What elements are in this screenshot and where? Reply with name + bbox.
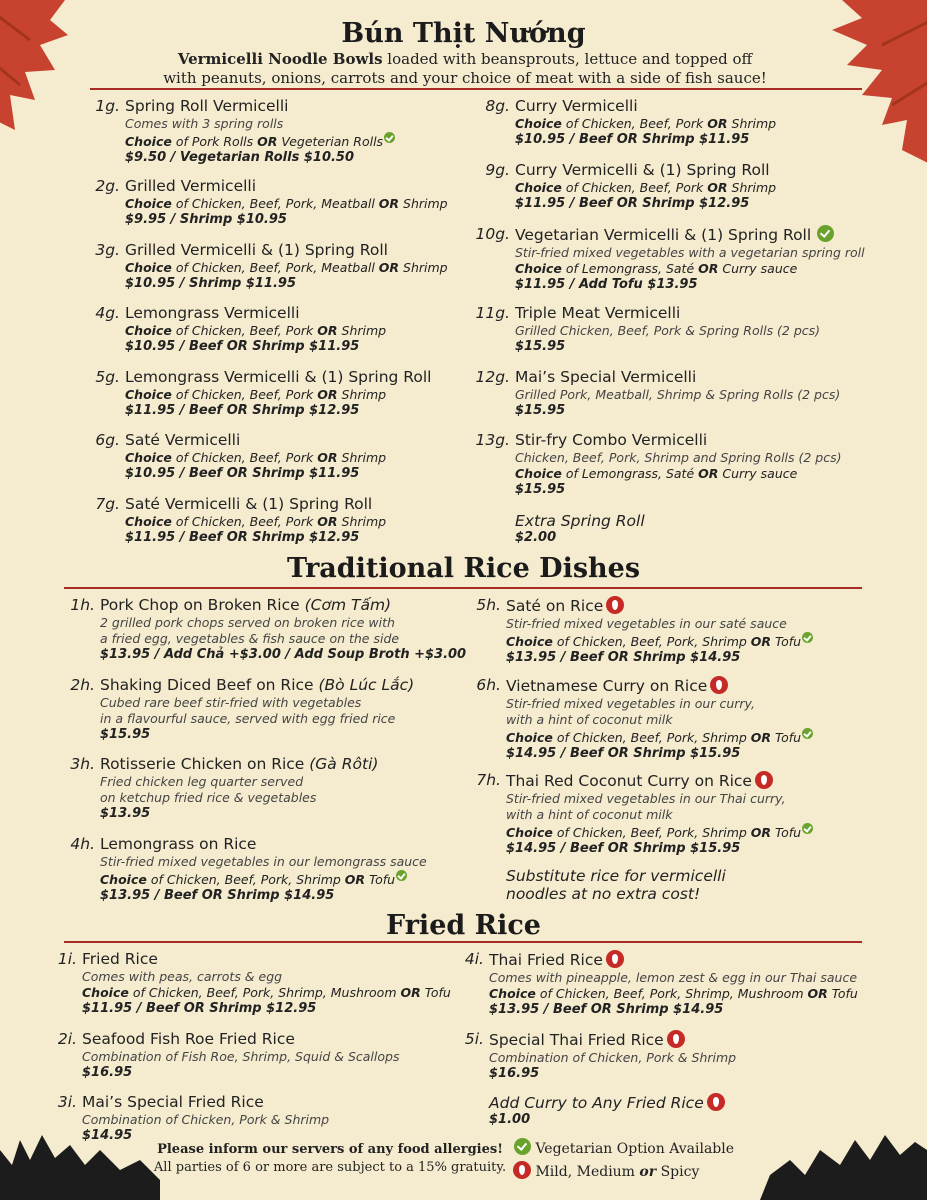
spicy-icon [606,596,624,614]
menu-item: 3g. Grilled Vermicelli & (1) Spring Roll Choice of Chicken, Beef, Pork, Meatball OR Shrimp $10.95 / Shrimp $11.95 [95,241,448,291]
spicy-icon [606,950,624,968]
section-title-vermicelli: Bún Thịt Nướng [341,18,586,49]
section-title-fried-rice: Fried Rice [386,910,541,941]
menu-item: 11g. Triple Meat Vermicelli Grilled Chicken, Beef, Pork & Spring Rolls (2 pcs) $15.95 [475,304,821,354]
spicy-icon [707,1093,725,1111]
menu-item: 1i. Fried Rice Comes with peas, carrots & egg Choice of Chicken, Beef, Pork, Shrimp, Mushroom OR Tofu $11.95 / Beef OR Shrimp $12.95 [57,950,451,1016]
menu-item: 3i. Mai’s Special Fried Rice Combination of Chicken, Pork & Shrimp $14.95 [57,1093,330,1143]
menu-item: 6g. Saté Vermicelli Choice of Chicken, Beef, Pork OR Shrimp $10.95 / Beef OR Shrimp $11.95 [95,431,387,481]
menu-item: 4g. Lemongrass Vermicelli Choice of Chicken, Beef, Pork OR Shrimp $10.95 / Beef OR Shrimp $11.95 [95,304,387,354]
menu-item: 8g. Curry Vermicelli Choice of Chicken, Beef, Pork OR Shrimp $10.95 / Beef OR Shrimp $11.95 [485,97,777,147]
menu-item: 7h. Thai Red Coconut Curry on Rice Stir-fried mixed vegetables in our Thai curry, with a hint of coconut milk Choice of Chicken, Beef, Pork, Shrimp OR Tofu $14.95 / Beef OR Shrimp $15.95 [506,771,813,857]
menu-item: 2g. Grilled Vermicelli Choice of Chicken, Beef, Pork, Meatball OR Shrimp $9.95 / Shrimp $10.95 [95,177,448,227]
vegetarian-icon [396,870,407,881]
vegetarian-icon [817,225,834,242]
menu-item: 4i. Thai Fried Rice Comes with pineapple, lemon zest & egg in our Thai sauce Choice of Chicken, Beef, Pork, Shrimp, Mushroom OR Tofu $13.95 / Beef OR Shrimp $14.95 [464,950,858,1017]
menu-item: 1g. Spring Roll Vermicelli Comes with 3 spring rolls Choice of Pork Rolls OR Vegeterian Rolls $9.50 / Vegetarian Rolls $10.50 [125,97,395,166]
section-divider [64,941,862,943]
section-title-rice: Traditional Rice Dishes [286,553,641,584]
menu-item: 2i. Seafood Fish Roe Fried Rice Combination of Fish Roe, Shrimp, Squid & Scallops $16.95 [57,1030,400,1080]
menu-item: 12g. Mai’s Special Vermicelli Grilled Pork, Meatball, Shrimp & Spring Rolls (2 pcs) $15.95 [475,368,841,418]
menu-item: 7g. Saté Vermicelli & (1) Spring Roll Choice of Chicken, Beef, Pork OR Shrimp $11.95 / Beef OR Shrimp $12.95 [95,495,387,545]
legend-spicy: Mild, Medium or Spicy [513,1161,699,1180]
menu-item: 5g. Lemongrass Vermicelli & (1) Spring Roll Choice of Chicken, Beef, Pork OR Shrimp $11.95 / Beef OR Shrimp $12.95 [95,368,432,418]
menu-item: 5h. Saté on Rice Stir-fried mixed vegetables in our saté sauce Choice of Chicken, Beef, Pork, Shrimp OR Tofu $13.95 / Beef OR Shrimp $14.95 [506,596,813,666]
menu-item: 13g. Stir-fry Combo Vermicelli Chicken, Beef, Pork, Shrimp and Spring Rolls (2 pcs) Choice of Lemongrass, Saté OR Curry sauce $15.95 [475,431,842,497]
menu-item: 2h. Shaking Diced Beef on Rice (Bò Lúc Lắc) Cubed rare beef stir-fried with vegetables in a flavourful sauce, served with egg fried rice $15.95 [70,676,415,742]
extra-item: Add Curry to Any Fried Rice $1.00 [489,1093,725,1128]
section-divider [90,88,862,90]
vegetarian-icon [802,823,813,834]
menu-item: 4h. Lemongrass on Rice Stir-fried mixed vegetables in our lemongrass sauce Choice of Chicken, Beef, Pork, Shrimp OR Tofu $13.95 / Beef OR Shrimp $14.95 [70,835,427,903]
spicy-icon [513,1161,531,1179]
vegetarian-icon [384,132,395,143]
substitute-note: Substitute rice for vermicelli noodles at no extra cost! [506,867,726,903]
vegetarian-icon [802,632,813,643]
spicy-icon [710,676,728,694]
menu-item: 3h. Rotisserie Chicken on Rice (Gà Rôti) Fried chicken leg quarter served on ketchup fried rice & vegetables $13.95 [70,755,379,821]
menu-item: 1h. Pork Chop on Broken Rice (Cơm Tấm) 2 grilled pork chops served on broken rice with a fried egg, vegetables & fish sauce on the side $13.95 / Add Chả +$3.00 / Add Soup Broth +$3.00 [70,596,467,662]
spicy-icon [755,771,773,789]
vegetarian-icon [514,1138,531,1155]
menu-item: 10g. Vegetarian Vermicelli & (1) Spring Roll Stir-fried mixed vegetables with a vegetarian spring roll Choice of Lemongrass, Saté OR Curry sauce $11.95 / Add Tofu $13.95 [475,225,865,292]
section-intro: Vermicelli Noodle Bowls loaded with beansprouts, lettuce and topped off with peanuts, onions, carrots and your choice of meat with a side of fish sauce! [163,50,767,87]
footer-notice: Please inform our servers of any food allergies! All parties of 6 or more are subject to a 15% gratuity. [153,1142,507,1175]
vegetarian-icon [802,728,813,739]
section-divider [64,587,862,589]
legend-vegetarian: Vegetarian Option Available [513,1138,734,1157]
spicy-icon [667,1030,685,1048]
menu-item: 9g. Curry Vermicelli & (1) Spring Roll Choice of Chicken, Beef, Pork OR Shrimp $11.95 / Beef OR Shrimp $12.95 [485,161,777,211]
menu-item: 6h. Vietnamese Curry on Rice Stir-fried mixed vegetables in our curry, with a hint of coconut milk Choice of Chicken, Beef, Pork, Shrimp OR Tofu $14.95 / Beef OR Shrimp $15.95 [506,676,813,762]
extra-item: Extra Spring Roll $2.00 [515,512,645,545]
menu-item: 5i. Special Thai Fried Rice Combination of Chicken, Pork & Shrimp $16.95 [464,1030,737,1081]
